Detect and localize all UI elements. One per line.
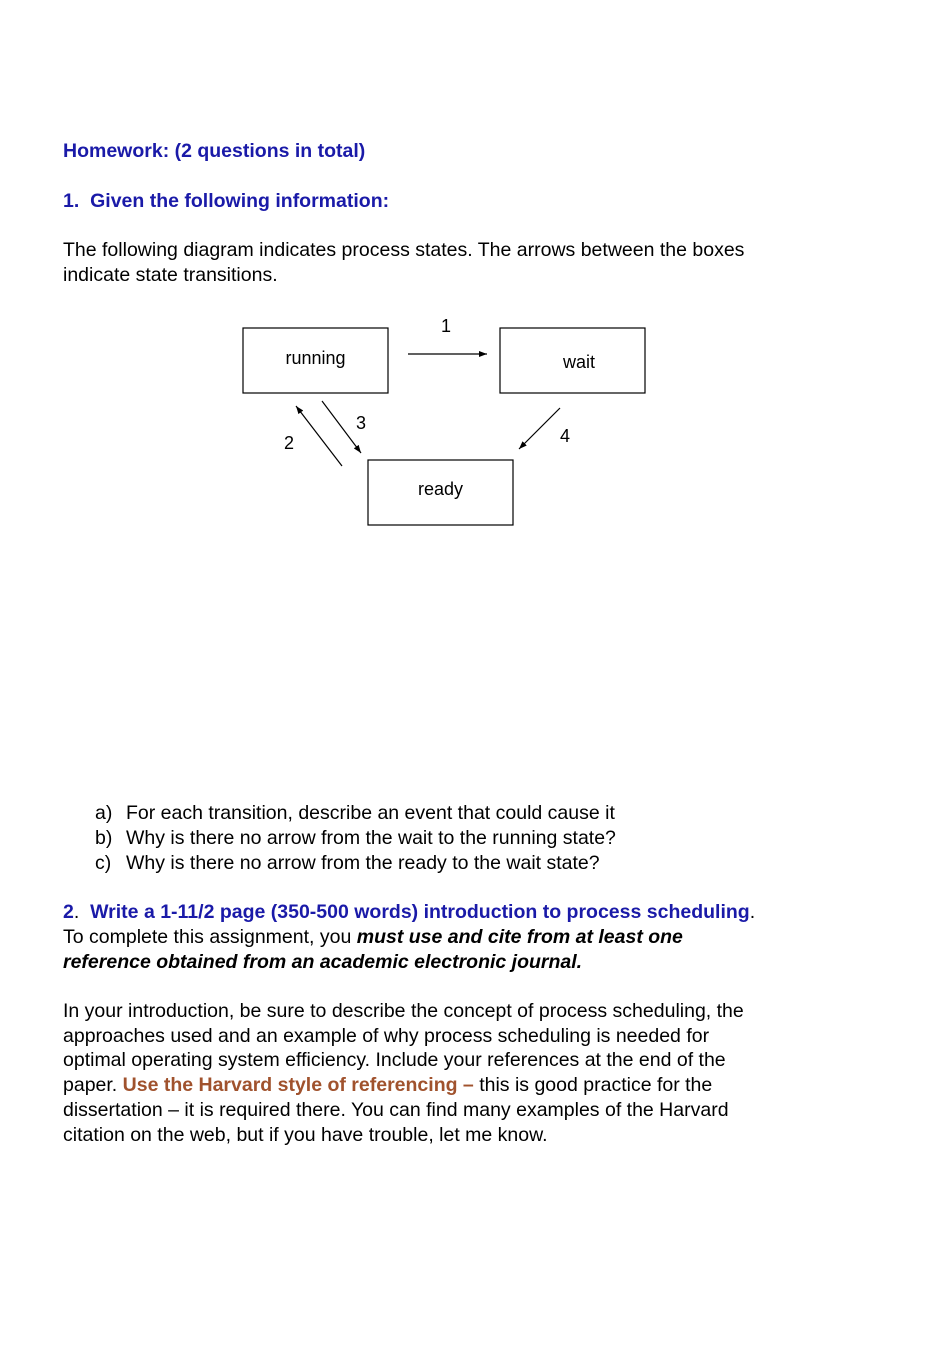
subquestion-a	[95, 801, 615, 826]
question-1-intro-line-2: indicate state transitions.	[63, 264, 278, 286]
process-state-diagram	[0, 0, 951, 560]
question-2-line-2-emphasis: must use and cite from at least one	[356, 926, 683, 948]
subquestion-a-letter: a)	[95, 802, 113, 824]
ready-state-label: ready	[417, 479, 464, 499]
paragraph-line-6: citation on the web, but if you have trouble, let me know.	[63, 1124, 548, 1146]
question-2-dot: .	[73, 901, 80, 923]
paragraph-line-5: dissertation – it is required there. You can find many examples of the Harvard	[63, 1099, 729, 1121]
paragraph-line-4-start: paper.	[63, 1074, 123, 1096]
question-2-heading	[63, 900, 755, 925]
question-1-intro-line-1: The following diagram indicates process states. The arrows between the boxes	[63, 239, 745, 261]
question-2-line-3: reference obtained from an academic electronic journal.	[63, 951, 583, 973]
question-1-number: 1.	[63, 190, 80, 212]
question-2-title: Write a 1-11/2 page (350-500 words) introduction to process scheduling	[90, 901, 750, 923]
subquestion-c-text: Why is there no arrow from the ready to the wait state?	[126, 852, 600, 874]
transition-2-arrow	[296, 406, 342, 466]
question-2-title-end: .	[749, 901, 756, 923]
question-2-number: 2	[63, 901, 74, 923]
transition-2-label: 2	[283, 433, 295, 453]
transition-4-arrow	[519, 408, 560, 449]
subquestion-b	[95, 826, 616, 851]
question-2-line-2-plain: To complete this assignment, you	[63, 926, 357, 948]
paragraph-line-3: optimal operating system efficiency. Include your references at the end of the	[63, 1049, 726, 1071]
transition-4-label: 4	[559, 426, 571, 446]
subquestion-b-letter: b)	[95, 827, 113, 849]
homework-heading: Homework: (2 questions in total)	[63, 140, 366, 162]
subquestion-c	[95, 851, 600, 876]
wait-state-label: wait	[562, 352, 596, 372]
harvard-style-highlight: Use the Harvard style of referencing –	[122, 1074, 474, 1096]
subquestion-a-text: For each transition, describe an event that could cause it	[126, 802, 615, 824]
question-2-line-2	[63, 925, 683, 950]
transition-3-label: 3	[355, 413, 367, 433]
transition-1-label: 1	[440, 316, 452, 336]
subquestion-c-letter: c)	[95, 852, 112, 874]
paragraph-line-4-end: this is good practice for the	[473, 1074, 713, 1096]
paragraph-line-1: In your introduction, be sure to describe the concept of process scheduling, the	[63, 1000, 744, 1022]
question-1-title: Given the following information:	[90, 190, 390, 212]
running-state-label: running	[285, 348, 346, 368]
paragraph-line-2: approaches used and an example of why process scheduling is needed for	[63, 1025, 710, 1047]
paragraph-line-4	[63, 1073, 712, 1098]
subquestion-b-text: Why is there no arrow from the wait to the running state?	[126, 827, 616, 849]
